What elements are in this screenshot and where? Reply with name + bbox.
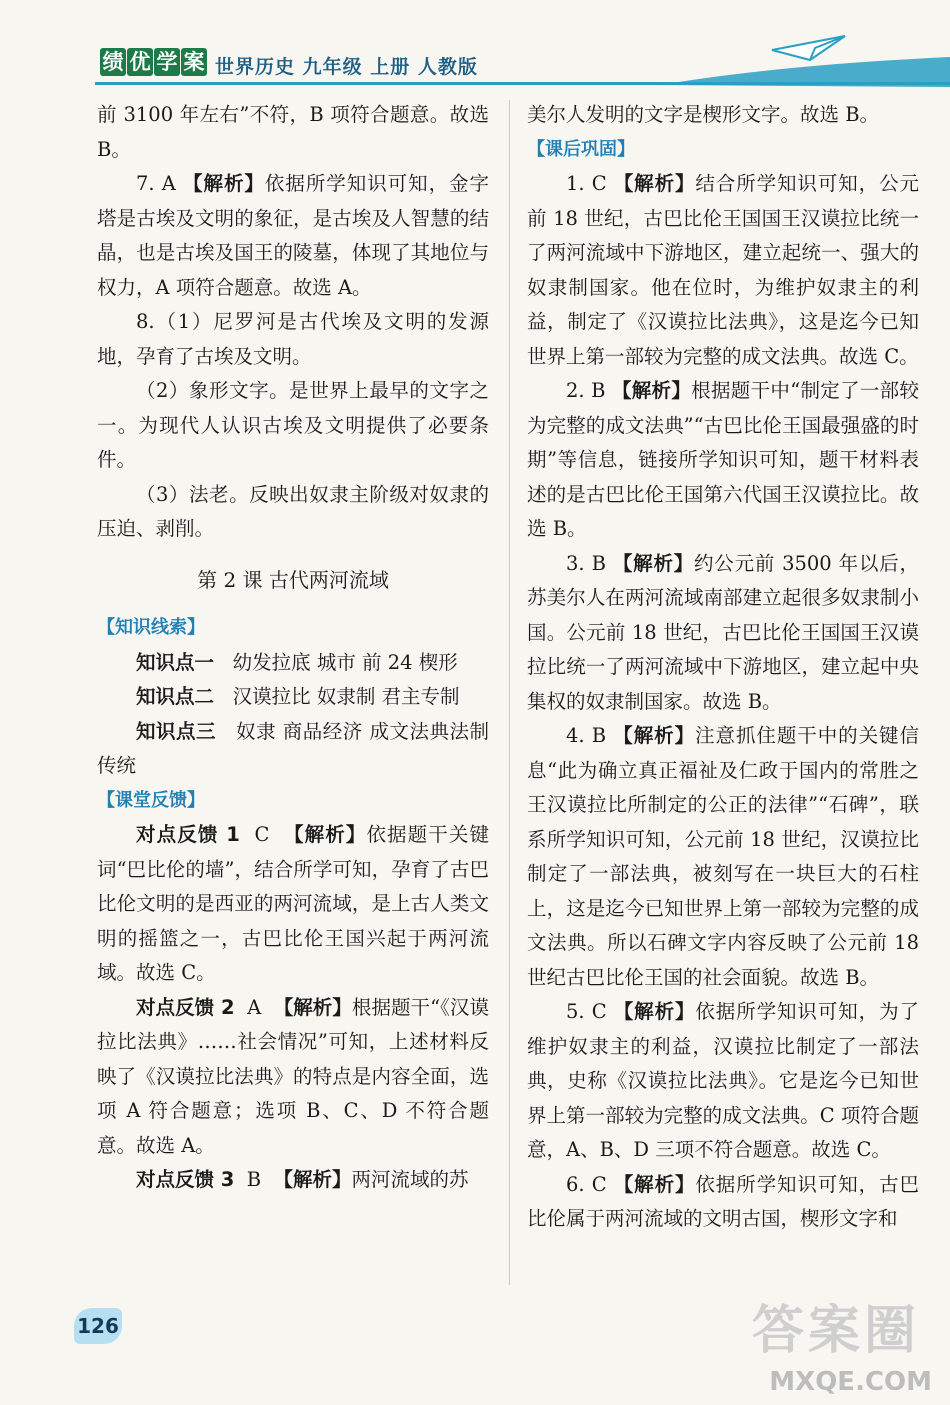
analysis-tag: 【解析】 (613, 172, 696, 195)
analysis-tag: 【解析】 (611, 379, 692, 402)
answer-text: 结合所学知识可知，公元前 18 世纪，古巴比伦王国国王汉谟拉比统一了两河流域中下游地区，建立起统一、强大的奴隶制国家。他在位时，为维护奴隶主的利益，制定了《汉谟拉比法典》，这是迄今已知世界上第一部较为完整的成文法典。故选 C。 (527, 172, 919, 368)
knowledge-point-3 (97, 715, 489, 784)
answer-5 (527, 995, 919, 1168)
right-column (527, 98, 919, 1237)
answer-q7 (97, 167, 489, 305)
analysis-tag: 【解析】 (284, 823, 367, 846)
page-header (0, 0, 950, 95)
answer-text: 依据所学知识可知，为了维护奴隶主的利益，汉谟拉比制定了一部法典，史称《汉谟拉比法典》。它是迄今已知世界上第一部较为完整的成文法典。C 项符合题意，A、B、D 三项不符合题意。故选 C。 (527, 1000, 919, 1161)
answer-letter: A (247, 995, 262, 1019)
answer-text: 约公元前 3500 年以后，苏美尔人在两河流域南部建立起很多奴隶制小国。公元前 18 世纪，古巴比伦王国国王汉谟拉比统一了两河流域中下游地区，建立起中央集权的奴隶制国家。故选 B。 (527, 551, 920, 713)
answer-q8-2: （2）象形文字。是世界上最早的文字之一。为现代人认识古埃及文明提供了必要条件。 (97, 379, 489, 471)
answer-3 (527, 547, 919, 720)
analysis-tag: 【解析】 (273, 1168, 352, 1191)
brand-char: 学 (154, 48, 180, 76)
knowledge-label: 知识点三 (136, 719, 216, 743)
knowledge-label: 知识点一 (136, 650, 215, 674)
feedback-2 (97, 991, 489, 1164)
feedback-1 (97, 818, 489, 991)
watermark-logo: 答案圈 (751, 1301, 920, 1361)
answer-letter: C (254, 823, 270, 846)
feedback-label: 对点反馈 2 (136, 995, 235, 1019)
knowledge-label: 知识点二 (136, 685, 215, 708)
analysis-tag: 【解析】 (613, 1172, 696, 1196)
book-subtitle: 世界历史 九年级 上册 人教版 (215, 56, 478, 78)
answer-text: 两河流域的苏 (351, 1168, 469, 1191)
brand-char: 绩 (100, 48, 126, 76)
knowledge-text: 幼发拉底 城市 前 24 楔形 (232, 650, 458, 674)
page-number: 126 (74, 1308, 122, 1344)
answer-4 (527, 719, 919, 995)
section-heading-review: 【课后巩固】 (527, 138, 635, 160)
header-rule (95, 82, 950, 85)
answer-6 (527, 1168, 919, 1237)
question-number: 5. C (566, 1000, 607, 1023)
answer-text: 根据题干“《汉谟拉比法典》……社会情况”可知，上述材料反映了《汉谟拉比法典》的特点是内容全面，选项 A 符合题意；选项 B、C、D 不符合题意。故选 A。 (97, 995, 489, 1157)
brand-char: 案 (181, 48, 207, 76)
question-number: 7. A (136, 172, 176, 195)
text-paragraph: 美尔人发明的文字是楔形文字。故选 B。 (527, 103, 880, 126)
feedback-label: 对点反馈 1 (136, 823, 240, 846)
answer-q8-3: （3）法老。反映出奴隶主阶级对奴隶的压迫、剥削。 (97, 482, 489, 540)
answer-text: 依据所学知识可知，金字塔是古埃及文明的象征，是古埃及人智慧的结晶，也是古埃及国王的陵墓，体现了其地位与权力，A 项符合题意。故选 A。 (97, 172, 490, 299)
question-number: 6. C (566, 1172, 607, 1196)
text-paragraph: 前 3100 年左右”不符，B 项符合题意。故选 B。 (97, 103, 489, 161)
analysis-tag: 【解析】 (612, 551, 695, 575)
answer-text: 注意抓住题干中的关键信息“此为确立真正福祉及仁政于国内的常胜之王汉谟拉比所制定的公正的法律”“石碑”，联系所学知识可知，公元前 18 世纪，汉谟拉比制定了一部法典，被刻写在一块巨大的石柱上，这是迄今已知世界上第一部较为完整的成文法典。所以石碑文字内容反映了公元前 18 世纪古巴比伦王国的社会面貌。故选 B。 (527, 724, 920, 989)
section-heading-classroom: 【课堂反馈】 (97, 789, 205, 811)
answer-2 (527, 374, 919, 547)
knowledge-text: 汉谟拉比 奴隶制 君主专制 (232, 685, 460, 708)
question-number: 4. B (566, 724, 607, 747)
knowledge-point-2 (97, 680, 489, 715)
column-divider (509, 100, 510, 1285)
knowledge-point-1 (97, 646, 489, 681)
brand-char: 优 (127, 48, 153, 76)
brand-logo (100, 48, 208, 76)
answer-q8-1: 8.（1）尼罗河是古代埃及文明的发源地，孕育了古埃及文明。 (97, 310, 489, 368)
knowledge-text: 奴隶 商品经济 成文法典法制传统 (97, 719, 489, 777)
section-heading-knowledge: 【知识线索】 (97, 617, 205, 638)
answer-letter: B (246, 1168, 262, 1191)
answer-1 (527, 167, 919, 374)
answer-text: 依据题干关键词“巴比伦的墙”，结合所学可知，孕育了古巴比伦文明的是西亚的两河流域，是上古人类文明的摇篮之一，古巴比伦王国兴起于两河流域。故选 C。 (97, 823, 489, 984)
analysis-tag: 【解析】 (613, 724, 696, 747)
feedback-3 (97, 1163, 489, 1198)
question-number: 2. B (566, 379, 606, 402)
analysis-tag: 【解析】 (183, 172, 265, 195)
analysis-tag: 【解析】 (613, 1000, 696, 1023)
analysis-tag: 【解析】 (273, 995, 352, 1019)
answer-text: 依据所学知识可知，古巴比伦属于两河流域的文明古国，楔形文字和 (527, 1172, 919, 1230)
feedback-label: 对点反馈 3 (136, 1168, 235, 1191)
question-number: 3. B (566, 551, 606, 575)
lesson-title: 第 2 课 古代两河流域 (197, 567, 389, 592)
left-column (97, 98, 489, 1198)
answer-text: 根据题干中“制定了一部较为完整的成文法典”“古巴比伦王国最强盛的时期”等信息，链接所学知识可知，题干材料表述的是古巴比伦王国第六代国王汉谟拉比。故选 B。 (527, 379, 919, 540)
question-number: 1. C (566, 172, 607, 195)
watermark-url: MXQE.COM (769, 1367, 932, 1397)
